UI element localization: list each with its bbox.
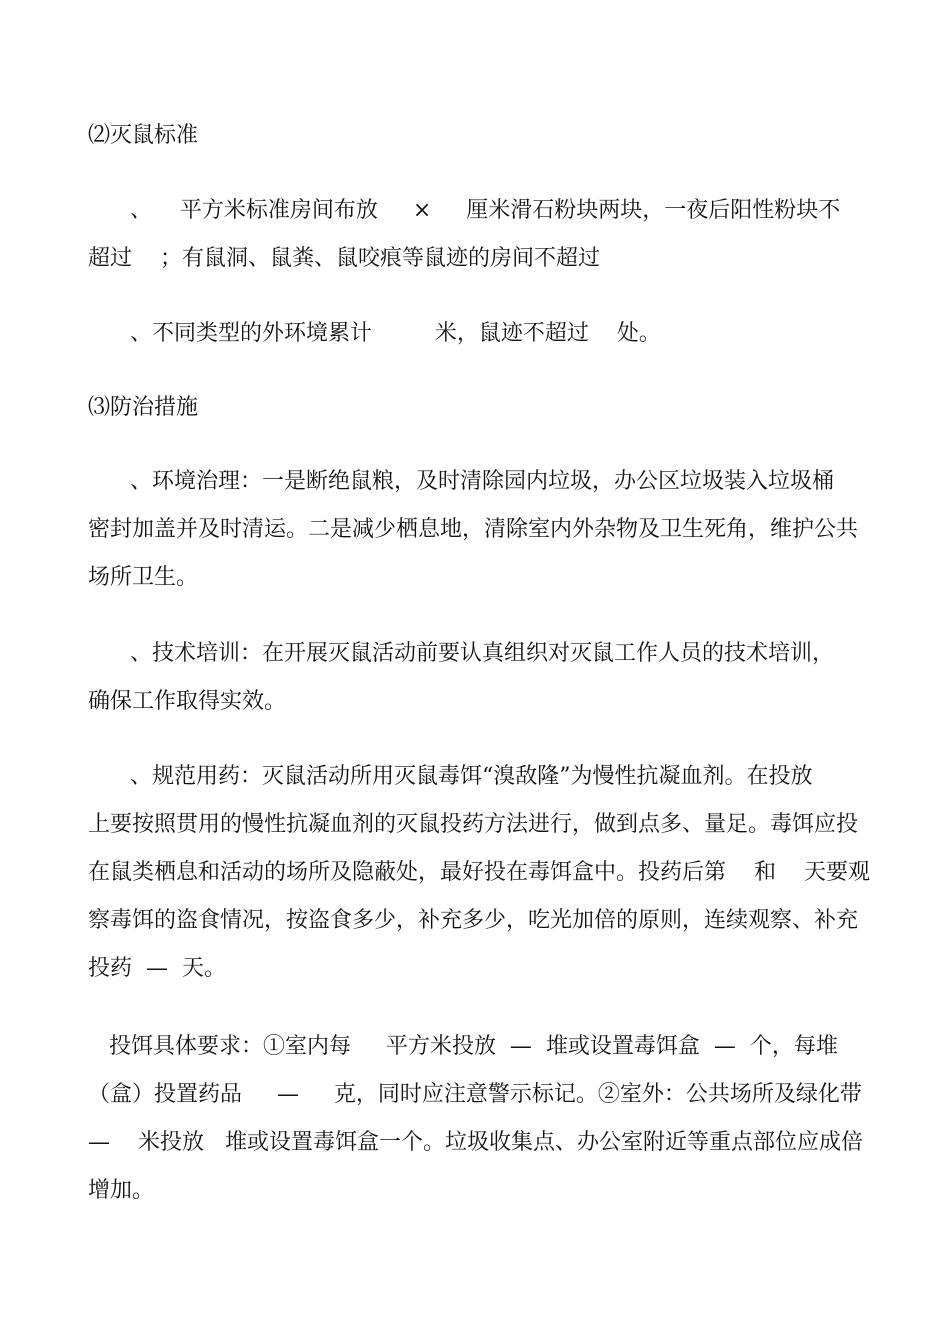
bait-line-4: 增加。	[88, 1178, 155, 1203]
bait-line-2: （盒）投置药品 — 克，同时应注意警示标记。②室外：公共场所及绿化带	[88, 1082, 862, 1107]
drug-line-1: 、规范用药：灭鼠活动所用灭鼠毒饵“溴敌隆”为慢性抗凝血剂。在投放	[88, 764, 813, 789]
env-line-2: 密封加盖并及时清运。二是减少栖息地，清除室内外杂物及卫生死角，维护公共	[88, 517, 859, 542]
bait-line-1: 投饵具体要求：①室内每 平方米投放 — 堆或设置毒饵盒 — 个，每堆	[88, 1034, 838, 1059]
heading-prevention: ⑶防治措施	[88, 395, 199, 420]
env-line-3: 场所卫生。	[88, 565, 199, 590]
env-line-1: 、环境治理：一是断绝鼠粮，及时清除园内垃圾，办公区垃圾装入垃圾桶	[88, 469, 834, 494]
training-line-1: 、技术培训：在开展灭鼠活动前要认真组织对灭鼠工作人员的技术培训，	[88, 641, 834, 666]
training-line-2: 确保工作取得实效。	[88, 689, 287, 714]
rat-standard-2: 、不同类型的外环境累计 米，鼠迹不超过 处。	[88, 321, 661, 346]
drug-line-5: 投药 — 天。	[88, 956, 226, 981]
heading-rat-standard: ⑵灭鼠标准	[88, 123, 199, 148]
bait-line-3: — 米投放 堆或设置毒饵盒一个。垃圾收集点、办公室附近等重点部位应成倍	[88, 1130, 863, 1155]
drug-line-2: 上要按照贯用的慢性抗凝血剂的灭鼠投药方法进行，做到点多、量足。毒饵应投	[88, 812, 859, 837]
rat-standard-line-1: 、 平方米标准房间布放 × 厘米滑石粉块两块，一夜后阳性粉块不	[88, 198, 841, 223]
rat-standard-line-2: 超过 ；有鼠洞、鼠粪、鼠咬痕等鼠迹的房间不超过	[88, 246, 600, 271]
drug-line-4: 察毒饵的盗食情况，按盗食多少，补充多少，吃光加倍的原则，连续观察、补充	[88, 908, 859, 933]
drug-line-3: 在鼠类栖息和活动的场所及隐蔽处，最好投在毒饵盒中。投药后第 和 天要观	[88, 860, 870, 885]
